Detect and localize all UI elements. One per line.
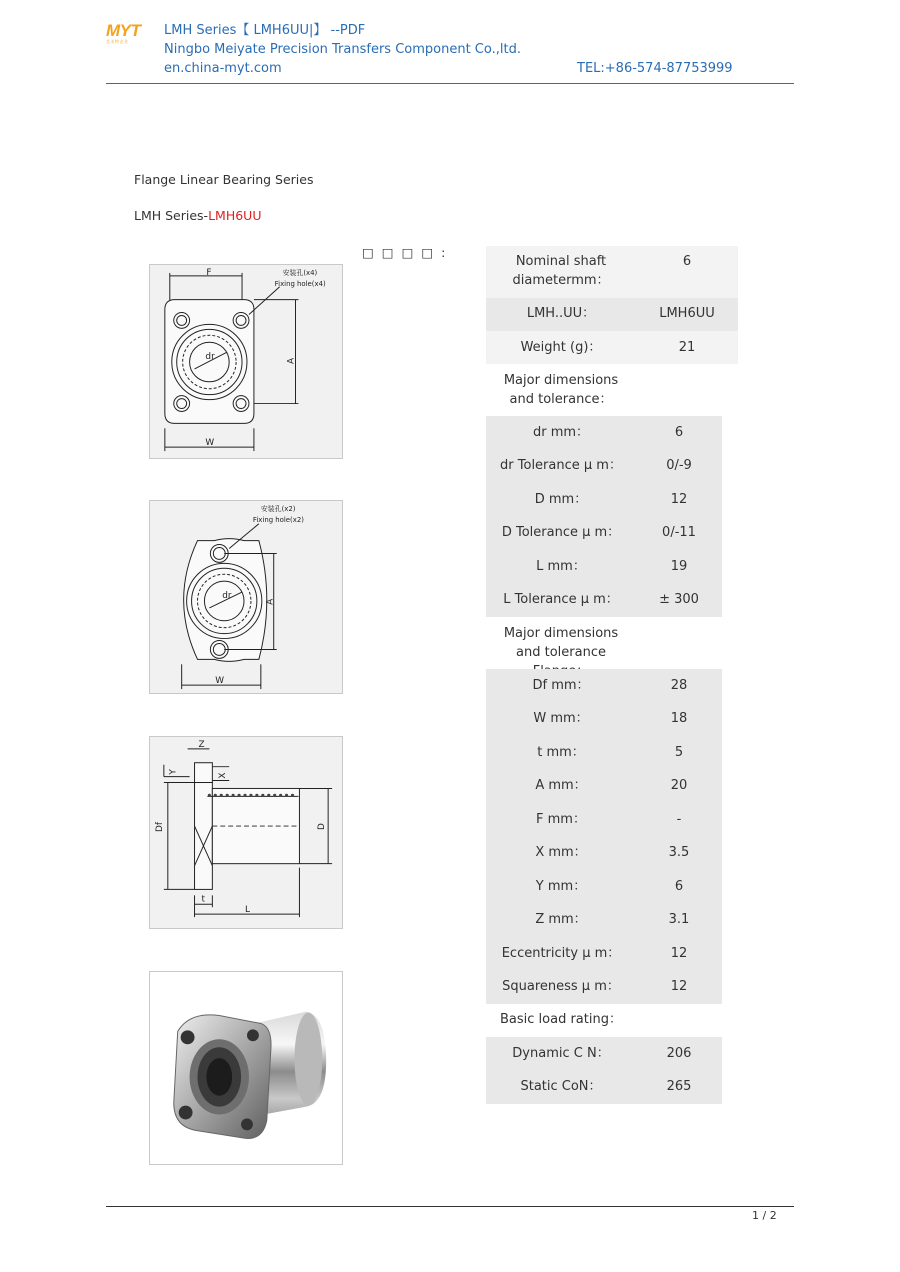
spec-value: 6	[682, 254, 692, 269]
spec-value: 19	[670, 559, 688, 574]
spec-value: 20	[670, 778, 688, 793]
section-heading: Major dimensions and tolerance	[503, 626, 619, 660]
spec-value: 3.5	[668, 845, 690, 860]
four-hole-flange-svg	[150, 265, 342, 458]
spec-value: 3.1	[668, 912, 690, 927]
spec-label: X mm：	[535, 845, 587, 860]
spec-label: dr Tolerance μ m：	[500, 458, 622, 473]
fig3-Y-label: Y	[168, 769, 179, 775]
spec-label: F mm：	[536, 812, 586, 827]
spec-row	[486, 870, 722, 903]
spec-row	[486, 736, 722, 769]
spec-label: dr mm：	[532, 425, 590, 440]
spec-value: 28	[670, 678, 688, 693]
fig1-en-label: Fixing hole(x4)	[274, 279, 326, 288]
section-heading: Major dimensions and tolerance：	[503, 373, 619, 407]
spec-row-model	[486, 298, 738, 331]
spec-label: t mm：	[537, 745, 585, 760]
fig3-L-label: L	[245, 905, 250, 916]
spec-row	[486, 903, 722, 937]
fig1-cn-label: 安装孔(x4)	[282, 268, 318, 277]
spec-value: LMH6UU	[659, 306, 715, 321]
spec-row	[486, 550, 722, 583]
spec-value: 5	[674, 745, 684, 760]
spec-label: D Tolerance μ m：	[501, 525, 621, 540]
spec-row-nominal	[486, 246, 738, 298]
header-divider	[106, 83, 794, 84]
fig3-X-label: X	[218, 772, 229, 779]
spec-label: Df mm：	[532, 678, 590, 693]
spec-value: 12	[670, 979, 688, 994]
spec-heading: □ □ □ □ :	[362, 245, 448, 260]
spec-label: A mm：	[535, 778, 587, 793]
spec-value: 18	[670, 711, 688, 726]
spec-label: Dynamic C N：	[512, 1046, 610, 1061]
company-name: Ningbo Meiyate Precision Transfers Component Co.,ltd.	[164, 42, 521, 57]
spec-label: Weight (g)：	[520, 340, 602, 355]
fig2-cn-label: 安装孔(x2)	[260, 504, 296, 513]
spec-row	[486, 583, 722, 617]
spec-value: ± 300	[659, 592, 699, 607]
spec-row	[486, 416, 722, 449]
spec-label: L Tolerance μ m：	[503, 592, 619, 607]
two-hole-flange-svg	[150, 501, 342, 693]
spec-value: 21	[678, 340, 696, 355]
spec-value: 6	[674, 879, 684, 894]
spec-row	[486, 1070, 722, 1104]
spec-row	[486, 803, 722, 836]
spec-label: Z mm：	[535, 912, 587, 927]
spec-label: L mm：	[536, 559, 586, 574]
fig1-F-label: F	[206, 267, 212, 278]
spec-value: 6	[674, 425, 684, 440]
section-title: Flange Linear Bearing Series	[134, 172, 314, 187]
side-section-svg	[150, 737, 342, 928]
major-dimensions-heading	[486, 371, 636, 415]
spec-row	[486, 669, 722, 702]
drawing-two-hole-flange	[149, 500, 343, 694]
fig3-Z-label: Z	[198, 739, 205, 750]
spec-row	[486, 702, 722, 736]
spec-value: 0/-11	[662, 525, 696, 540]
spec-row	[486, 836, 722, 870]
fig2-en-label: Fixing hole(x2)	[252, 515, 304, 524]
spec-label: Static CoN：	[520, 1079, 602, 1094]
spec-label: W mm：	[533, 711, 589, 726]
spec-label: D mm：	[534, 492, 588, 507]
document-title: LMH Series【 LMH6UU|】 --PDF	[164, 23, 366, 38]
fig3-D-label: D	[317, 823, 328, 831]
fig2-A-label: A	[265, 598, 276, 605]
footer-divider	[106, 1206, 794, 1207]
spec-row	[486, 769, 722, 803]
spec-label: Nominal shaft diametermm：	[512, 254, 610, 288]
company-logo	[106, 22, 158, 44]
section-heading: Basic load rating：	[500, 1012, 622, 1027]
drawing-side-section	[149, 736, 343, 929]
drawing-four-hole-flange	[149, 264, 343, 459]
fig1-dr-label: dr	[205, 352, 215, 363]
bearing-photo-svg	[150, 972, 342, 1164]
spec-value: 12	[670, 946, 688, 961]
fig3-t-label: t	[201, 894, 205, 905]
page-number: 1 / 2	[752, 1209, 777, 1222]
spec-value: 265	[666, 1079, 692, 1094]
spec-value: 12	[670, 492, 688, 507]
spec-value: 206	[666, 1046, 692, 1061]
product-photo	[149, 971, 343, 1165]
load-rating-heading	[486, 1010, 636, 1032]
spec-row	[486, 937, 722, 970]
spec-row	[486, 516, 722, 550]
spec-row	[486, 483, 722, 516]
spec-row	[486, 970, 722, 1004]
logo-subtext: 美亚特企业	[106, 39, 129, 44]
fig3-Df-label: Df	[154, 822, 165, 833]
phone-number: TEL:+86-574-87753999	[577, 61, 733, 76]
fig2-W-label: W	[215, 676, 225, 687]
website-link[interactable]: en.china-myt.com	[164, 61, 282, 76]
fig1-W-label: W	[205, 438, 215, 449]
spec-row-weight	[486, 331, 738, 364]
series-model: LMH6UU	[208, 208, 262, 223]
flange-dimensions-heading	[486, 624, 636, 668]
series-prefix: LMH Series-	[134, 208, 209, 223]
spec-label: LMH..UU：	[526, 306, 596, 321]
spec-row	[486, 1037, 722, 1070]
series-title	[134, 208, 261, 223]
spec-row	[486, 449, 722, 483]
spec-label: Eccentricity μ m：	[501, 946, 621, 961]
fig2-dr-label: dr	[222, 590, 232, 601]
logo-text: MYT	[106, 21, 141, 40]
spec-label: Y mm：	[535, 879, 587, 894]
spec-label: Squareness μ m：	[502, 979, 620, 994]
spec-value: -	[676, 812, 682, 827]
spec-value: 0/-9	[666, 458, 692, 473]
fig1-A-label: A	[286, 357, 297, 364]
